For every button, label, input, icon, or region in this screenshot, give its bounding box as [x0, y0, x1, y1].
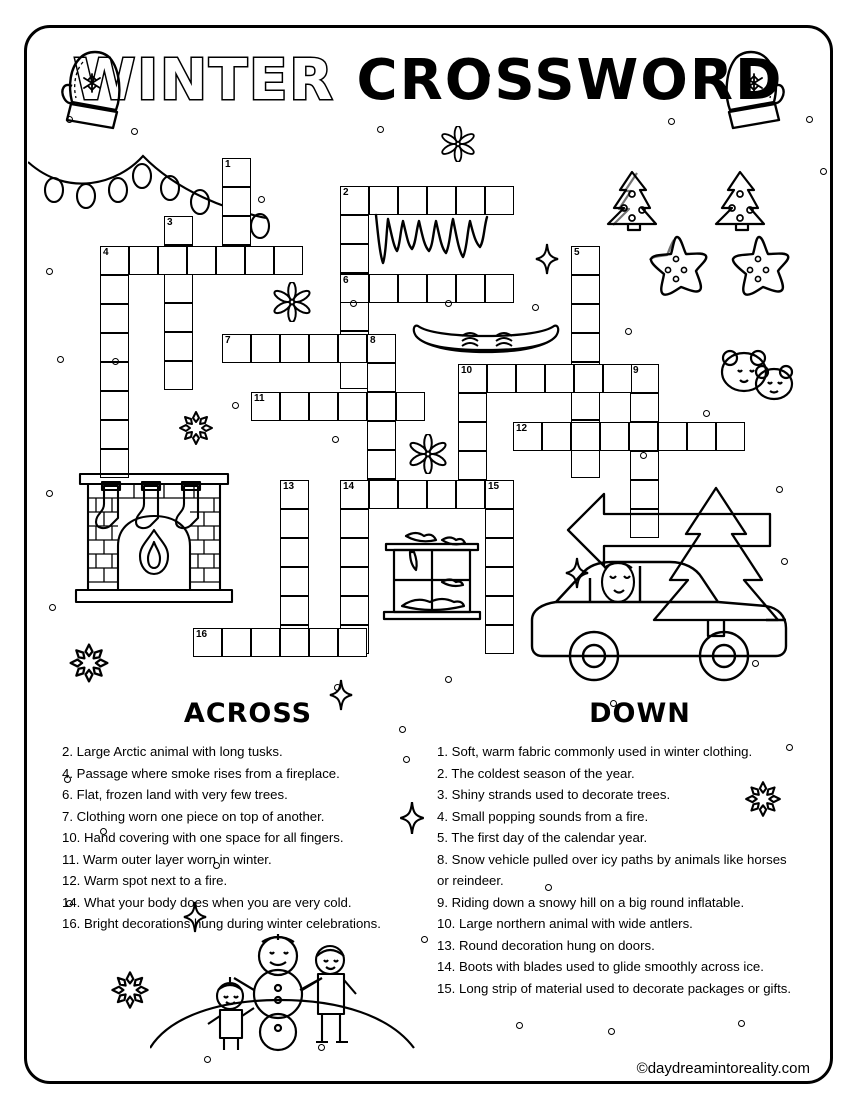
- grid-cell[interactable]: [100, 362, 129, 391]
- grid-cell[interactable]: [367, 392, 396, 421]
- grid-cell[interactable]: [280, 392, 309, 421]
- decorative-dot: [66, 116, 73, 123]
- across-clue-list: [62, 741, 414, 935]
- decorative-dot: [399, 726, 406, 733]
- grid-cell-number: 10: [461, 365, 473, 376]
- grid-cell[interactable]: [367, 421, 396, 450]
- grid-cell[interactable]: [485, 567, 514, 596]
- grid-cell-number: 4: [103, 247, 109, 258]
- grid-cell[interactable]: [338, 628, 367, 657]
- grid-cell[interactable]: [458, 451, 487, 480]
- decorative-dot: [625, 328, 632, 335]
- grid-cell[interactable]: [340, 480, 369, 509]
- across-clue-item: 10. Hand covering with one space for all fingers.: [62, 830, 344, 845]
- grid-cell-number: 9: [633, 365, 639, 376]
- grid-cell[interactable]: [251, 334, 280, 363]
- grid-cell[interactable]: [427, 274, 456, 303]
- grid-cell[interactable]: [222, 216, 251, 245]
- down-clue-item: 2. The coldest season of the year.: [437, 765, 635, 781]
- grid-cell[interactable]: [485, 480, 514, 509]
- grid-cell[interactable]: [398, 480, 427, 509]
- grid-cell[interactable]: [630, 364, 659, 393]
- grid-cell[interactable]: [164, 216, 193, 245]
- down-clue-item: 4. Small popping sounds from a fire.: [437, 808, 649, 824]
- grid-cell[interactable]: [251, 392, 280, 421]
- down-heading: DOWN: [589, 698, 691, 729]
- grid-cell-number: 5: [574, 247, 580, 258]
- decorative-dot: [820, 168, 827, 175]
- sparkle-icon-1: [534, 242, 560, 276]
- grid-cell[interactable]: [338, 392, 367, 421]
- grid-cell[interactable]: [571, 246, 600, 275]
- across-clue-item: 14. What your body does when you are very cold.: [62, 894, 352, 910]
- bear-cookies-icon: [700, 336, 800, 404]
- decorative-dot: [445, 676, 452, 683]
- decorative-dot: [57, 356, 64, 363]
- grid-cell[interactable]: [164, 332, 193, 361]
- across-clue-item: 6. Flat, frozen land with very few trees.: [62, 787, 288, 802]
- grid-cell[interactable]: [274, 246, 303, 275]
- grid-cell-number: 3: [167, 217, 173, 228]
- grid-cell[interactable]: [571, 391, 600, 420]
- decorative-dot: [131, 128, 138, 135]
- grid-cell[interactable]: [458, 422, 487, 451]
- grid-cell[interactable]: [485, 538, 514, 567]
- grid-cell[interactable]: [367, 450, 396, 479]
- grid-cell[interactable]: [100, 246, 129, 275]
- grid-cell-number: 14: [343, 481, 355, 492]
- decorative-dot: [532, 304, 539, 311]
- grid-cell[interactable]: [367, 363, 396, 392]
- grid-cell-number: 6: [343, 275, 349, 286]
- snowflake-icon-1: [176, 408, 216, 448]
- grid-cell-number: 2: [343, 187, 349, 198]
- snowy-window-icon: [380, 530, 484, 626]
- down-clue-item: 10. Large northern animal with wide antlers.: [437, 916, 693, 931]
- grid-cell[interactable]: [280, 334, 309, 363]
- grid-cell[interactable]: [245, 246, 274, 275]
- grid-cell-number: 8: [370, 335, 376, 346]
- grid-cell[interactable]: [516, 364, 545, 393]
- grid-cell[interactable]: [164, 303, 193, 332]
- grid-cell[interactable]: [129, 246, 158, 275]
- grid-cell[interactable]: [603, 364, 632, 393]
- grid-cell[interactable]: [487, 364, 516, 393]
- down-clue-item: 15. Long strip of material used to decorate packages or gifts.: [437, 980, 792, 996]
- across-clue-item: 4. Passage where smoke rises from a fireplace.: [62, 765, 340, 781]
- grid-cell[interactable]: [100, 304, 129, 333]
- decorative-dot: [421, 936, 428, 943]
- decorative-dot: [640, 452, 647, 459]
- snowflake-icon-2: [66, 640, 112, 686]
- grid-cell[interactable]: [164, 361, 193, 390]
- grid-cell[interactable]: [222, 158, 251, 187]
- grid-cell[interactable]: [100, 275, 129, 304]
- grid-cell[interactable]: [396, 392, 425, 421]
- grid-cell[interactable]: [456, 186, 485, 215]
- fireplace-icon: [74, 460, 234, 620]
- star-cookie-icon-2: [722, 232, 796, 304]
- grid-cell[interactable]: [427, 480, 456, 509]
- grid-cell-number: 12: [516, 423, 528, 434]
- across-clue-item: 7. Clothing worn one piece on top of another.: [62, 808, 325, 824]
- snowman-scene-icon: [150, 920, 420, 1060]
- car-with-tree-icon: [520, 470, 800, 690]
- grid-cell[interactable]: [485, 274, 514, 303]
- grid-cell[interactable]: [309, 334, 338, 363]
- grid-cell[interactable]: [280, 538, 309, 567]
- grid-cell[interactable]: [369, 480, 398, 509]
- grid-cell[interactable]: [513, 422, 542, 451]
- grid-cell[interactable]: [280, 509, 309, 538]
- grid-cell[interactable]: [574, 364, 603, 393]
- tree-cookie-icon: [598, 168, 670, 234]
- grid-cell-number: 11: [254, 393, 265, 404]
- snow-flower-icon-3: [408, 434, 448, 474]
- decorative-dot: [350, 300, 357, 307]
- down-clue-item: 9. Riding down a snowy hill on a big round inflatable.: [437, 894, 745, 910]
- grid-cell-number: 1: [225, 159, 231, 170]
- grid-cell[interactable]: [338, 334, 367, 363]
- tree-cookie-icon-2: [706, 168, 778, 234]
- grid-cell[interactable]: [542, 422, 571, 451]
- grid-cell[interactable]: [100, 391, 129, 420]
- decorative-dot: [738, 1020, 745, 1027]
- grid-cell[interactable]: [100, 420, 129, 449]
- grid-cell[interactable]: [222, 628, 251, 657]
- grid-cell[interactable]: [630, 393, 659, 422]
- decorative-dot: [204, 1056, 211, 1063]
- grid-cell[interactable]: [427, 186, 456, 215]
- sparkle-icon-2: [564, 556, 590, 590]
- grid-cell[interactable]: [251, 628, 280, 657]
- grid-cell[interactable]: [398, 274, 427, 303]
- title-word-crossword: CROSSWORD: [356, 48, 784, 113]
- decorative-dot: [332, 436, 339, 443]
- decorative-dot: [541, 70, 548, 77]
- decorative-dot: [46, 490, 53, 497]
- down-clue-item: 8. Snow vehicle pulled over icy paths by animals like horses or reindeer.: [437, 851, 787, 888]
- grid-cell[interactable]: [456, 274, 485, 303]
- across-clue-item: 12. Warm spot next to a fire.: [62, 873, 228, 888]
- across-clue-item: 16. Bright decorations hung during winter celebrations.: [62, 916, 381, 931]
- decorative-dot: [49, 604, 56, 611]
- decorative-dot: [258, 196, 265, 203]
- icicles-icon: [372, 213, 512, 275]
- grid-cell[interactable]: [340, 186, 369, 215]
- grid-cell[interactable]: [658, 422, 687, 451]
- grid-cell[interactable]: [340, 215, 369, 244]
- grid-cell-number: 7: [225, 335, 231, 346]
- down-clue-item: 5. The first day of the calendar year.: [437, 830, 648, 845]
- across-clue-item: 2. Large Arctic animal with long tusks.: [62, 744, 283, 759]
- down-clue-item: 3. Shiny strands used to decorate trees.: [437, 787, 671, 802]
- grid-cell[interactable]: [164, 274, 193, 303]
- down-clue-item: 14. Boots with blades used to glide smoothly across ice.: [437, 959, 764, 974]
- grid-cell[interactable]: [309, 392, 338, 421]
- grid-cell[interactable]: [456, 480, 485, 509]
- snow-flower-icon-2: [272, 282, 312, 322]
- site-credit: ©daydreamintoreality.com: [636, 1060, 810, 1077]
- grid-cell[interactable]: [571, 275, 600, 304]
- grid-cell[interactable]: [216, 246, 245, 275]
- snowboard-icon: [410, 318, 562, 358]
- grid-cell[interactable]: [340, 244, 369, 273]
- decorative-dot: [608, 1028, 615, 1035]
- grid-cell[interactable]: [369, 186, 398, 215]
- grid-cell[interactable]: [187, 246, 216, 275]
- down-clue-item: 13. Round decoration hung on doors.: [437, 937, 655, 953]
- grid-cell-number: 15: [488, 481, 500, 492]
- grid-cell[interactable]: [367, 334, 396, 363]
- grid-cell-number: 16: [196, 629, 208, 640]
- grid-cell[interactable]: [340, 596, 369, 625]
- grid-cell[interactable]: [280, 596, 309, 625]
- grid-cell[interactable]: [398, 186, 427, 215]
- decorative-dot: [806, 116, 813, 123]
- decorative-dot: [776, 486, 783, 493]
- grid-cell[interactable]: [280, 628, 309, 657]
- grid-cell[interactable]: [545, 364, 574, 393]
- decorative-dot: [483, 72, 490, 79]
- grid-cell[interactable]: [280, 480, 309, 509]
- grid-cell[interactable]: [222, 187, 251, 216]
- grid-cell[interactable]: [571, 333, 600, 362]
- decorative-dot: [232, 402, 239, 409]
- grid-cell[interactable]: [369, 274, 398, 303]
- grid-cell-number: 13: [283, 481, 295, 492]
- grid-cell[interactable]: [193, 628, 222, 657]
- grid-cell[interactable]: [485, 625, 514, 654]
- grid-cell[interactable]: [600, 422, 629, 451]
- decorative-dot: [46, 268, 53, 275]
- star-cookie-icon: [640, 232, 714, 304]
- grid-cell[interactable]: [340, 509, 369, 538]
- across-heading: ACROSS: [183, 698, 313, 729]
- grid-cell[interactable]: [158, 246, 187, 275]
- grid-cell[interactable]: [485, 596, 514, 625]
- down-clue-item: 1. Soft, warm fabric commonly used in winter clothing.: [437, 744, 753, 759]
- grid-cell[interactable]: [309, 628, 338, 657]
- grid-cell[interactable]: [340, 274, 369, 303]
- grid-cell[interactable]: [571, 304, 600, 333]
- grid-cell[interactable]: [485, 186, 514, 215]
- grid-cell[interactable]: [571, 422, 600, 451]
- grid-cell[interactable]: [340, 538, 369, 567]
- snow-flower-icon-1: [440, 126, 476, 162]
- across-clue-item: 11. Warm outer layer worn in winter.: [62, 851, 272, 867]
- decorative-dot: [377, 126, 384, 133]
- decorative-dot: [112, 358, 119, 365]
- grid-cell[interactable]: [222, 334, 251, 363]
- decorative-dot: [781, 558, 788, 565]
- decorative-dot: [703, 410, 710, 417]
- decorative-dot: [668, 118, 675, 125]
- grid-cell[interactable]: [716, 422, 745, 451]
- grid-cell[interactable]: [280, 567, 309, 596]
- grid-cell[interactable]: [485, 509, 514, 538]
- decorative-dot: [318, 1044, 325, 1051]
- grid-cell[interactable]: [687, 422, 716, 451]
- decorative-dot: [752, 660, 759, 667]
- snowflake-icon-4: [108, 968, 152, 1012]
- grid-cell[interactable]: [340, 360, 369, 389]
- decorative-dot: [334, 684, 341, 691]
- grid-cell[interactable]: [458, 364, 487, 393]
- title-word-winter: WINTER: [73, 48, 335, 113]
- grid-cell[interactable]: [340, 567, 369, 596]
- grid-cell[interactable]: [629, 422, 658, 451]
- grid-cell[interactable]: [458, 393, 487, 422]
- decorative-dot: [445, 300, 452, 307]
- decorative-dot: [516, 1022, 523, 1029]
- down-clue-list: [437, 741, 799, 999]
